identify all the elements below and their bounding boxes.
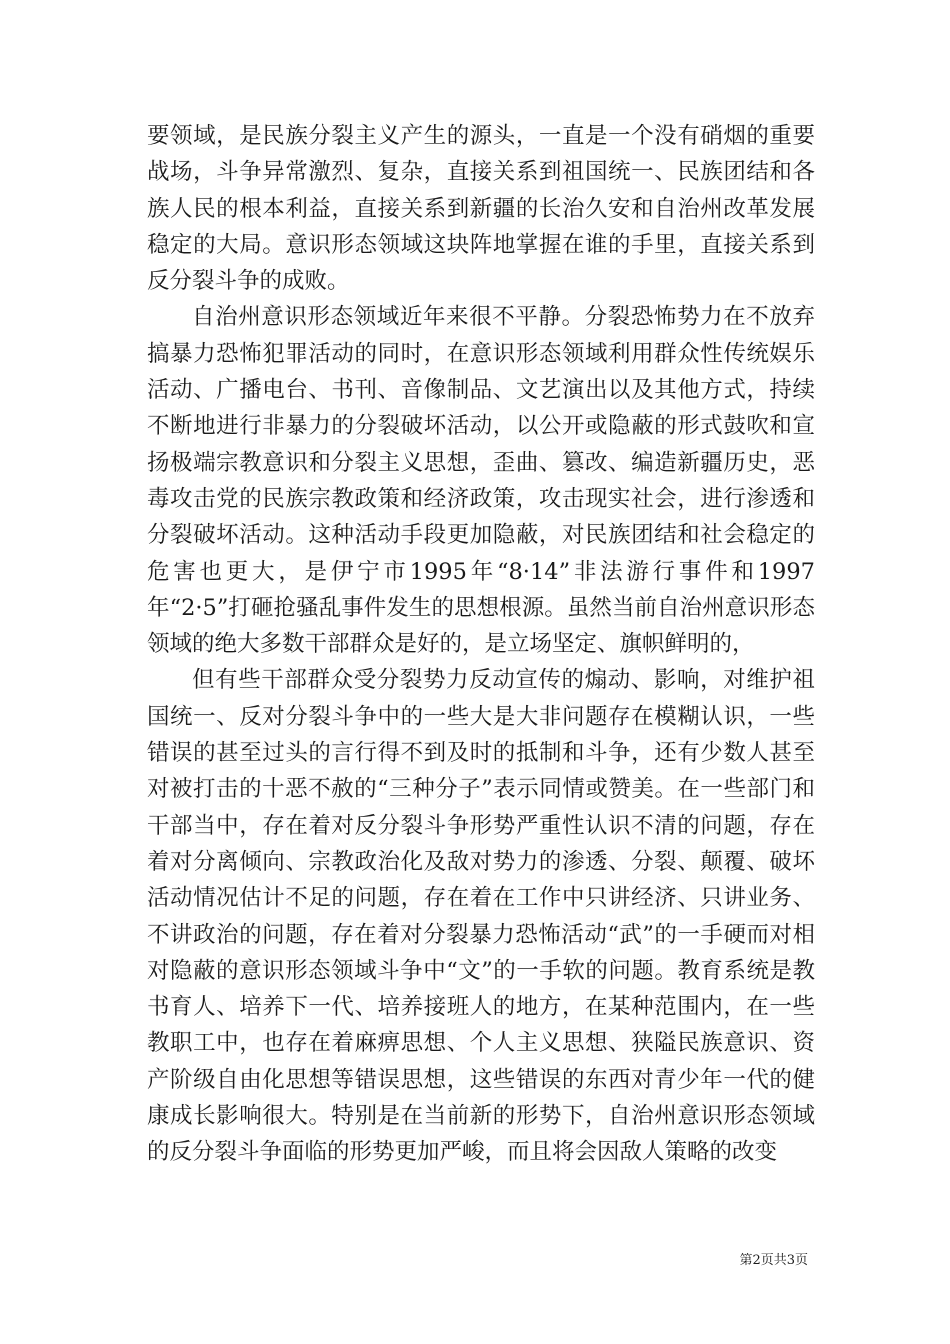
paragraph: 但有些干部群众受分裂势力反动宣传的煽动、影响，对维护祖国统一、反对分裂斗争中的一些大是大非问题存在模糊认识，一些错误的甚至过头的言行得不到及时的抵制和斗争，还有少数人甚至对被打击的十恶不赦的“三种分子”表示同情或赞美。在一些部门和干部当中，存在着对反分裂斗争形势严重性认识不清的问题，存在着对分离倾向、宗教政治化及敌对势力的渗透、分裂、颠覆、破坏活动情况估计不足的问题，存在着在工作中只讲经济、只讲业务、不讲政治的问题，存在着对分裂暴力恐怖活动“武”的一手硬而对相对隐蔽的意识形态领域斗争中“文”的一手软的问题。教育系统是教书育人、培养下一代、培养接班人的地方，在某种范围内，在一些教职工中，也存在着麻痹思想、个人主义思想、狭隘民族意识、资产阶级自由化思想等错误思想，这些错误的东西对青少年一代的健康成长影响很大。特别是在当前新的形势下，自治州意识形态领域的反分裂斗争面临的形势更加严峻，而且将会因敌人策略的改变 bbox=[147, 667, 815, 1166]
paragraph-continued: 要领域，是民族分裂主义产生的源头，一直是一个没有硝烟的重要战场，斗争异常激烈、复杂，直接关系到祖国统一、民族团结和各族人民的根本利益，直接关系到新疆的长治久安和自治州改革发展稳定的大局。意识形态领域这块阵地掌握在谁的手里，直接关系到反分裂斗争的成败。 bbox=[147, 123, 815, 295]
page-number: 第2页共3页 bbox=[739, 1253, 808, 1268]
paragraph: 自治州意识形态领域近年来很不平静。分裂恐怖势力在不放弃搞暴力恐怖犯罪活动的同时，在意识形态领域利用群众性传统娱乐活动、广播电台、书刊、音像制品、文艺演出以及其他方式，持续不断地进行非暴力的分裂破坏活动，以公开或隐蔽的形式鼓吹和宣扬极端宗教意识和分裂主义思想，歪曲、篡改、编造新疆历史，恶毒攻击党的民族宗教政策和经济政策，攻击现实社会，进行渗透和分裂破坏活动。这种活动手段更加隐蔽，对民族团结和社会稳定的危害也更大，是伊宁市1995年“8·14”非法游行事件和1997年“2·5”打砸抢骚乱事件发生的思想根源。虽然当前自治州意识形态领域的绝大多数干部群众是好的，是立场坚定、旗帜鲜明的， bbox=[147, 304, 815, 658]
body-text bbox=[147, 118, 815, 1171]
